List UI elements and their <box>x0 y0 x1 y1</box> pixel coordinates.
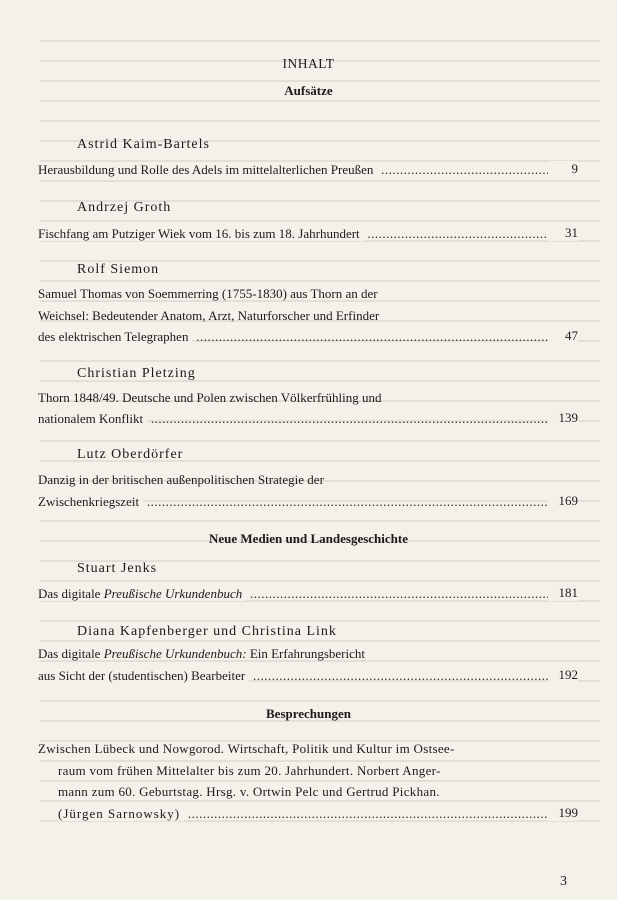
toc-entry-title-cont: nationalem Konflikt ..... <box>38 410 548 428</box>
toc-page-number: 9 <box>548 161 578 177</box>
author-name: Christian Pletzing <box>77 366 196 381</box>
author-name: Andrzej Groth <box>77 200 172 215</box>
author-name: Stuart Jenks <box>77 561 158 576</box>
toc-page-number: 169 <box>548 493 578 509</box>
toc-entry-title: Danzig in der britischen außenpolitischen Strategie der <box>38 472 324 487</box>
toc-entry-title: Samuel Thomas von Soemmerring (1755-1830) aus Thorn an der <box>38 286 378 301</box>
toc-entry-title-cont: Zwischenkriegszeit ..... <box>38 493 548 511</box>
toc-entry-title-cont: Weichsel: Bedeutender Anatom, Arzt, Naturforscher und Erfinder <box>38 308 380 323</box>
toc-entry-title-cont: aus Sicht der (studentischen) Bearbeiter ..... <box>38 667 548 685</box>
author-name: Diana Kapfenberger und Christina Link <box>77 624 337 639</box>
author-name: Lutz Oberdörfer <box>77 447 184 462</box>
folio-page-number: 3 <box>560 874 567 889</box>
review-title: Zwischen Lübeck und Nowgorod. Wirtschaft, Politik und Kultur im Ostsee- <box>38 741 455 756</box>
author-name: Astrid Kaim-Bartels <box>77 137 210 152</box>
toc-entry-title-cont: des elektrischen Telegraphen ..... <box>38 328 548 346</box>
toc-page-number: 47 <box>548 328 578 344</box>
review-author: (Jürgen Sarnowsky) ..... <box>58 805 548 823</box>
section-heading-neue-medien: Neue Medien und Landesgeschichte <box>209 531 408 546</box>
toc-entry-title: Das digitale Preußische Urkundenbuch ..... <box>38 585 548 603</box>
toc-entry-title: Fischfang am Putziger Wiek vom 16. bis zum 18. Jahrhundert ..... <box>38 225 548 243</box>
review-title-cont: raum vom frühen Mittelalter bis zum 20. Jahrhundert. Norbert Anger- <box>58 763 441 778</box>
toc-page-number: 181 <box>548 585 578 601</box>
section-heading-aufsaetze: Aufsätze <box>284 83 333 98</box>
page-title: INHALT <box>282 56 335 71</box>
toc-entry-title: Thorn 1848/49. Deutsche und Polen zwischen Völkerfrühling und <box>38 390 382 405</box>
section-heading-besprechungen: Besprechungen <box>266 706 351 721</box>
toc-page-number: 31 <box>548 225 578 241</box>
toc-entry-title: Das digitale Preußische Urkundenbuch: Ein Erfahrungsbericht <box>38 646 365 661</box>
toc-entry-title: Herausbildung und Rolle des Adels im mittelalterlichen Preußen ..... <box>38 161 548 179</box>
author-name: Rolf Siemon <box>77 262 160 277</box>
toc-page-number: 139 <box>548 410 578 426</box>
toc-page-number: 199 <box>548 805 578 821</box>
toc-page-number: 192 <box>548 667 578 683</box>
review-title-cont: mann zum 60. Geburtstag. Hrsg. v. Ortwin Pelc und Gertrud Pickhan. <box>58 784 440 799</box>
